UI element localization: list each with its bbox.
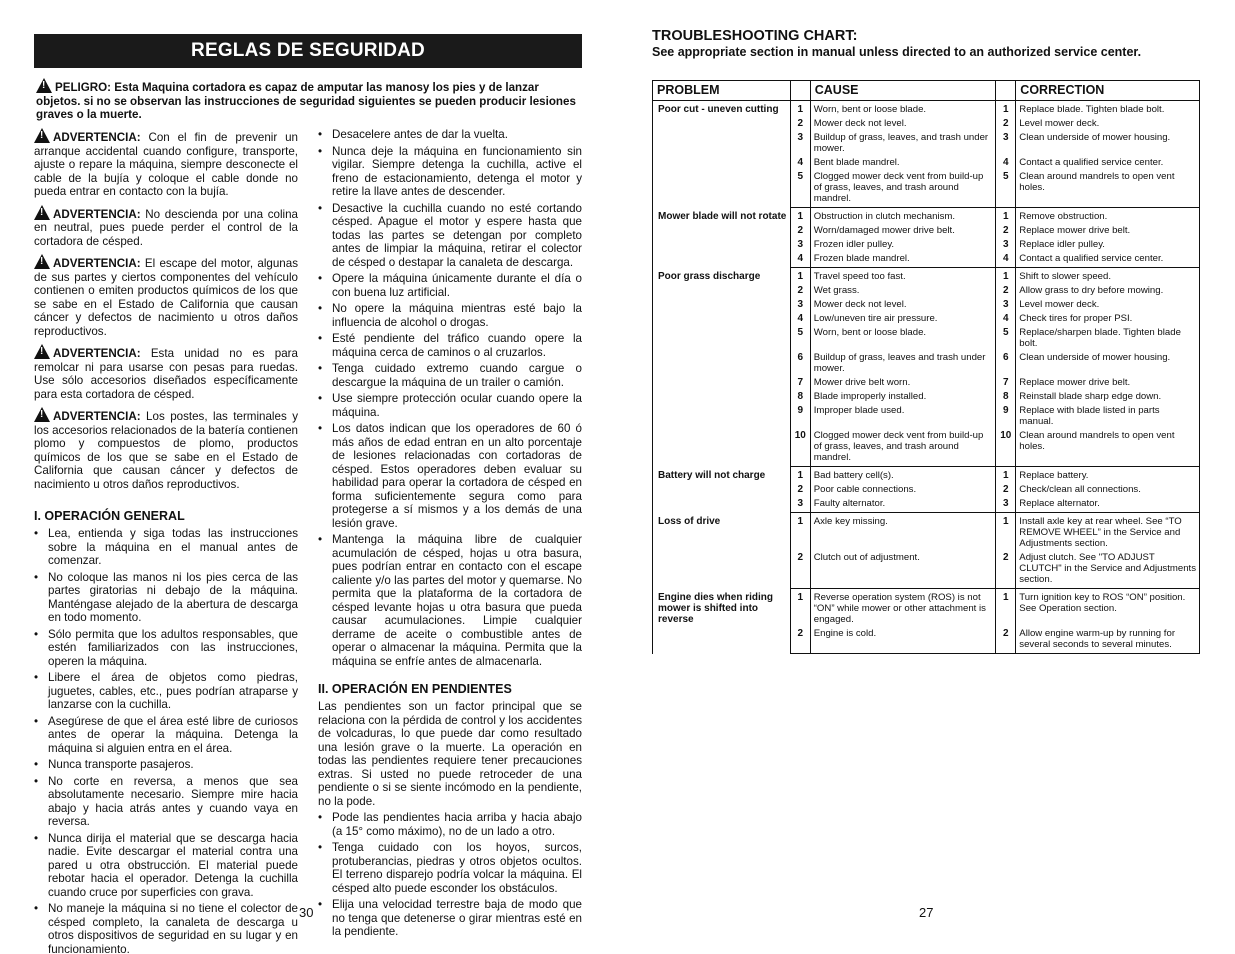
bullet-list — [318, 811, 582, 939]
correction-number: 1 — [996, 513, 1016, 553]
problem-cell: Battery will not charge — [653, 467, 791, 513]
table-row — [653, 101, 1200, 119]
correction-number: 2 — [996, 118, 1016, 132]
correction-cell: Replace mower drive belt. — [1016, 377, 1200, 391]
correction-cell: Replace battery. — [1016, 467, 1200, 485]
page-number: 27 — [919, 905, 934, 920]
correction-cell: Replace/sharpen blade. Tighten blade bolt. — [1016, 327, 1200, 352]
cause-cell: Bent blade mandrel. — [810, 157, 996, 171]
header-spacer — [790, 81, 810, 101]
warning-text: No descienda por una colina en neutral, pues puede perder el control de la cortadora de césped. — [34, 207, 298, 248]
right-column — [318, 128, 582, 942]
warning-paragraph — [34, 128, 298, 199]
warning-icon — [34, 407, 50, 422]
warning-paragraph — [34, 205, 298, 249]
list-item: • Nunca deje la máquina en funcionamiento sin vigilar. Siempre detenga la cuchilla, active el freno de estacionamiento, detenga el motor y retire la llave antes de descender. — [318, 145, 582, 199]
list-item: • No maneje la máquina si no tiene el colector de césped completo, la canaleta de descarga u otros dispositivos de seguridad en su lugar y en funcionamiento. — [34, 902, 298, 954]
cause-cell: Mower deck not level. — [810, 118, 996, 132]
table-row — [653, 513, 1200, 553]
cause-number: 1 — [790, 513, 810, 553]
danger-text: PELIGRO: Esta Maquina cortadora es capaz de amputar las manosy los pies y de lanzar objetos. si no se observan las instrucciones de seguridad siguientes se pueden producir lesiones graves o la muerte. — [36, 81, 576, 121]
problem-cell: Engine dies when riding mower is shifted into reverse — [653, 589, 791, 654]
correction-number: 1 — [996, 101, 1016, 119]
cause-number: 4 — [790, 313, 810, 327]
table-header-row — [653, 81, 1200, 101]
list-item: • Sólo permita que los adultos responsables, que estén familiarizados con las instrucciones, operen la máquina. — [34, 628, 298, 669]
correction-number: 6 — [996, 352, 1016, 377]
problem-cell: Poor cut - uneven cutting — [653, 101, 791, 208]
bullet-list — [34, 527, 298, 954]
cause-number: 4 — [790, 157, 810, 171]
danger-notice — [36, 78, 582, 122]
left-page — [34, 0, 582, 954]
correction-number: 1 — [996, 589, 1016, 629]
correction-cell: Clean underside of mower housing. — [1016, 352, 1200, 377]
cause-number: 2 — [790, 225, 810, 239]
warning-label: ADVERTENCIA: — [53, 131, 141, 144]
cause-cell: Poor cable connections. — [810, 484, 996, 498]
correction-cell: Check tires for proper PSI. — [1016, 313, 1200, 327]
cause-cell: Clogged mower deck vent from build-up of grass, leaves, and trash around mandrel. — [810, 171, 996, 208]
right-page — [652, 0, 1200, 954]
cause-cell: Frozen blade mandrel. — [810, 253, 996, 268]
correction-cell: Replace idler pulley. — [1016, 239, 1200, 253]
cause-number: 2 — [790, 484, 810, 498]
cause-cell: Obstruction in clutch mechanism. — [810, 208, 996, 226]
warning-paragraph — [34, 407, 298, 491]
list-item: • Elija una velocidad terrestre baja de modo que no tenga que detenerse o girar mientras esté en la pendiente. — [318, 898, 582, 939]
list-item: • Tenga cuidado extremo cuando cargue o descargue la máquina de un trailer o camión. — [318, 362, 582, 389]
list-item: • Lea, entienda y siga todas las instrucciones sobre la máquina en el manual antes de comenzar. — [34, 527, 298, 568]
warning-label: ADVERTENCIA: — [53, 347, 141, 360]
section-heading: II. OPERACIÓN EN PENDIENTES — [318, 682, 512, 696]
cause-cell: Clogged mower deck vent from build-up of grass, leaves, and trash around mandrel. — [810, 430, 996, 467]
cause-number: 9 — [790, 405, 810, 430]
correction-number: 2 — [996, 484, 1016, 498]
cause-cell: Mower deck not level. — [810, 299, 996, 313]
warning-label: ADVERTENCIA: — [53, 410, 141, 423]
correction-cell: Level mower deck. — [1016, 118, 1200, 132]
warning-icon — [34, 128, 50, 143]
correction-number: 4 — [996, 157, 1016, 171]
page-number: 30 — [299, 905, 314, 920]
cause-number: 1 — [790, 589, 810, 629]
cause-cell: Reverse operation system (ROS) is not “ON” while mower or other attachment is engaged. — [810, 589, 996, 629]
correction-number: 7 — [996, 377, 1016, 391]
correction-cell: Replace mower drive belt. — [1016, 225, 1200, 239]
cause-cell: Clutch out of adjustment. — [810, 552, 996, 589]
list-item: • Mantenga la máquina libre de cualquier acumulación de césped, hojas u otra basura, pues podrían entrar en contacto con el escape caliente y/o las partes del motor y quemarse. No permita que la plataforma de la cortadora de césped levante hojas u otra basura que pueda causar acumulaciones. Limpie cualquier derrame de aceite o combustible antes de operar o almacenar la máquina. Permita que la máquina se enfríe antes de almacenarla. — [318, 533, 582, 668]
cause-cell: Improper blade used. — [810, 405, 996, 430]
correction-cell: Clean underside of mower housing. — [1016, 132, 1200, 157]
cause-number: 5 — [790, 171, 810, 208]
correction-number: 1 — [996, 208, 1016, 226]
list-item: • Libere el área de objetos como piedras, juguetes, cables, etc., pues podrían atraparse y lanzarse con la cuchilla. — [34, 671, 298, 712]
correction-number: 5 — [996, 327, 1016, 352]
cause-number: 2 — [790, 552, 810, 589]
correction-number: 3 — [996, 498, 1016, 513]
correction-cell: Contact a qualified service center. — [1016, 253, 1200, 268]
correction-cell: Level mower deck. — [1016, 299, 1200, 313]
correction-number: 2 — [996, 628, 1016, 654]
warning-icon — [34, 344, 50, 359]
cause-number: 3 — [790, 299, 810, 313]
correction-cell: Remove obstruction. — [1016, 208, 1200, 226]
list-item: • Desactive la cuchilla cuando no esté cortando césped. Apague el motor y espere hasta que todas las partes se detengan por completo antes de limpiar la máquina, retirar el colector de césped o destapar la canaleta de descarga. — [318, 202, 582, 270]
list-item: • Opere la máquina únicamente durante el día o con buena luz artificial. — [318, 272, 582, 299]
problem-cell: Loss of drive — [653, 513, 791, 589]
correction-cell: Check/clean all connections. — [1016, 484, 1200, 498]
list-item: • Nunca transporte pasajeros. — [34, 758, 298, 772]
header-cause: CAUSE — [810, 81, 996, 101]
correction-number: 3 — [996, 239, 1016, 253]
list-item: • Pode las pendientes hacia arriba y hacia abajo (a 15° como máximo), no de un lado a otro. — [318, 811, 582, 838]
cause-number: 1 — [790, 467, 810, 485]
cause-number: 1 — [790, 208, 810, 226]
header-correction: CORRECTION — [1016, 81, 1200, 101]
cause-number: 3 — [790, 239, 810, 253]
cause-cell: Worn, bent or loose blade. — [810, 327, 996, 352]
correction-number: 4 — [996, 313, 1016, 327]
correction-cell: Contact a qualified service center. — [1016, 157, 1200, 171]
warning-text: El escape del motor, algunas de sus partes y ciertos componentes del vehículo contienen o emiten productos químicos de los que se sabe en el Estado de California que causan cáncer y defectos de nacimiento u otros daños reproductivos. — [34, 257, 298, 338]
cause-number: 7 — [790, 377, 810, 391]
correction-number: 2 — [996, 552, 1016, 589]
table-row — [653, 589, 1200, 629]
cause-number: 6 — [790, 352, 810, 377]
correction-cell: Turn ignition key to ROS “ON” position. See Operation section. — [1016, 589, 1200, 629]
correction-number: 5 — [996, 171, 1016, 208]
correction-number: 1 — [996, 268, 1016, 286]
table-row — [653, 268, 1200, 286]
cause-cell: Buildup of grass, leaves, and trash under mower. — [810, 132, 996, 157]
correction-cell: Allow engine warm-up by running for several seconds to several minutes. — [1016, 628, 1200, 654]
warning-list — [34, 128, 298, 491]
header-spacer — [996, 81, 1016, 101]
cause-cell: Worn/damaged mower drive belt. — [810, 225, 996, 239]
cause-cell: Bad battery cell(s). — [810, 467, 996, 485]
list-item: • Los datos indican que los operadores de 60 ó más años de edad entran en un alto porcentaje de lesiones relacionadas con cortadoras de césped. Estos operadores deben evaluar su habilidad para operar la cortadora de césped en forma suficientemente segura como para protegerse a sí mismos y a los demás de una lesión grave. — [318, 422, 582, 530]
list-item: • No opere la máquina mientras esté bajo la influencia de alcohol o drogas. — [318, 302, 582, 329]
cause-number: 5 — [790, 327, 810, 352]
correction-number: 8 — [996, 391, 1016, 405]
cause-cell: Low/uneven tire air pressure. — [810, 313, 996, 327]
list-item: • Nunca dirija el material que se descarga hacia nadie. Evite descargar el material contra una pared u otra obstrucción. El material puede rebotar hacia el operador. Detenga la cuchilla cuando cruce por superficies con grava. — [34, 832, 298, 900]
correction-number: 9 — [996, 405, 1016, 430]
warning-icon — [34, 254, 50, 269]
table-row — [653, 208, 1200, 226]
left-column — [34, 128, 298, 954]
cause-cell: Blade improperly installed. — [810, 391, 996, 405]
chart-title: TROUBLESHOOTING CHART: — [652, 28, 858, 44]
warning-label: ADVERTENCIA: — [53, 257, 141, 270]
warning-icon — [34, 205, 50, 220]
cause-cell: Faulty alternator. — [810, 498, 996, 513]
correction-cell: Clean around mandrels to open vent holes. — [1016, 171, 1200, 208]
cause-cell: Engine is cold. — [810, 628, 996, 654]
correction-number: 2 — [996, 285, 1016, 299]
warning-icon — [36, 78, 52, 93]
header-problem: PROBLEM — [653, 81, 791, 101]
section-heading: I. OPERACIÓN GENERAL — [34, 509, 185, 523]
correction-cell: Replace with blade listed in parts manual. — [1016, 405, 1200, 430]
troubleshooting-table — [652, 80, 1200, 654]
list-item: • Tenga cuidado con los hoyos, surcos, protuberancias, piedras y otros objetos ocultos. El terreno disparejo podría volcar la máquina. El césped alto puede esconder los obstáculos. — [318, 841, 582, 895]
correction-number: 10 — [996, 430, 1016, 467]
bullet-list — [318, 128, 582, 668]
correction-number: 3 — [996, 299, 1016, 313]
cause-cell: Mower drive belt worn. — [810, 377, 996, 391]
correction-cell: Replace alternator. — [1016, 498, 1200, 513]
warning-paragraph — [34, 254, 298, 338]
correction-cell: Clean around mandrels to open vent holes. — [1016, 430, 1200, 467]
cause-number: 1 — [790, 268, 810, 286]
cause-number: 8 — [790, 391, 810, 405]
list-item: • Asegúrese de que el área esté libre de curiosos antes de operar la máquina. Detenga la máquina si alguien entra en el área. — [34, 715, 298, 756]
cause-cell: Buildup of grass, leaves and trash under mower. — [810, 352, 996, 377]
correction-cell: Reinstall blade sharp edge down. — [1016, 391, 1200, 405]
section-intro: Las pendientes son un factor principal que se relaciona con la pérdida de control y los accidentes de volcaduras, lo que puede dar como resultado una lesión grave o la muerte. La operación en todas las pendientes requiere tener precauciones extras. Si usted no puede retroceder de una pendiente o si se siente incómodo en la pendiente, no la pode. — [318, 700, 582, 808]
warning-text: Con el fin de prevenir un arranque accidental cuando configure, transporte, ajuste o repare la máquina, siempre desconecte el cable de la bujía y coloque el cable donde no pueda entrar en contacto con la bujía. — [34, 131, 298, 198]
correction-cell: Adjust clutch. See "TO ADJUST CLUTCH" in the Service and Adjustments section. — [1016, 552, 1200, 589]
cause-number: 2 — [790, 628, 810, 654]
list-item: • Esté pendiente del tráfico cuando opere la máquina cerca de caminos o al cruzarlos. — [318, 332, 582, 359]
cause-number: 2 — [790, 118, 810, 132]
page-title: REGLAS DE SEGURIDAD — [34, 34, 582, 68]
table-row — [653, 467, 1200, 485]
cause-cell: Worn, bent or loose blade. — [810, 101, 996, 119]
cause-number: 3 — [790, 498, 810, 513]
cause-number: 3 — [790, 132, 810, 157]
problem-cell: Mower blade will not rotate — [653, 208, 791, 268]
list-item: • Desacelere antes de dar la vuelta. — [318, 128, 582, 142]
cause-number: 10 — [790, 430, 810, 467]
correction-number: 3 — [996, 132, 1016, 157]
correction-cell: Install axle key at rear wheel. See “TO REMOVE WHEEL” in the Service and Adjustments section. — [1016, 513, 1200, 553]
cause-cell: Wet grass. — [810, 285, 996, 299]
list-item: • Use siempre protección ocular cuando opere la máquina. — [318, 392, 582, 419]
correction-cell: Replace blade. Tighten blade bolt. — [1016, 101, 1200, 119]
correction-number: 4 — [996, 253, 1016, 268]
list-item: • No corte en reversa, a menos que sea absolutamente necesario. Siempre mire hacia abajo y hacia atrás antes y cuando vaya en reversa. — [34, 775, 298, 829]
cause-number: 4 — [790, 253, 810, 268]
chart-subtitle: See appropriate section in manual unless directed to an authorized service center. — [652, 45, 1142, 59]
cause-cell: Frozen idler pulley. — [810, 239, 996, 253]
warning-text: Los postes, las terminales y los accesorios relacionados de la batería contienen plomo y compuestos de plomo, productos químicos de los que se sabe en el Estado de California que causan cáncer y defectos de nacimiento u otros daños reproductivos. — [34, 410, 298, 491]
warning-text: Esta unidad no es para remolcar ni para usarse con pesas para ruedas. Use sólo accesorios diseñados específicamente para esta cortadora de césped. — [34, 347, 298, 401]
warning-label: ADVERTENCIA: — [53, 207, 141, 221]
correction-number: 1 — [996, 467, 1016, 485]
cause-cell: Axle key missing. — [810, 513, 996, 553]
correction-number: 2 — [996, 225, 1016, 239]
cause-number: 1 — [790, 101, 810, 119]
cause-cell: Travel speed too fast. — [810, 268, 996, 286]
cause-number: 2 — [790, 285, 810, 299]
problem-cell: Poor grass discharge — [653, 268, 791, 467]
list-item: • No coloque las manos ni los pies cerca de las partes giratorias ni debajo de la máquina. Manténgase alejado de la abertura de descarga en todo momento. — [34, 571, 298, 625]
warning-paragraph — [34, 344, 298, 401]
correction-cell: Shift to slower speed. — [1016, 268, 1200, 286]
correction-cell: Allow grass to dry before mowing. — [1016, 285, 1200, 299]
